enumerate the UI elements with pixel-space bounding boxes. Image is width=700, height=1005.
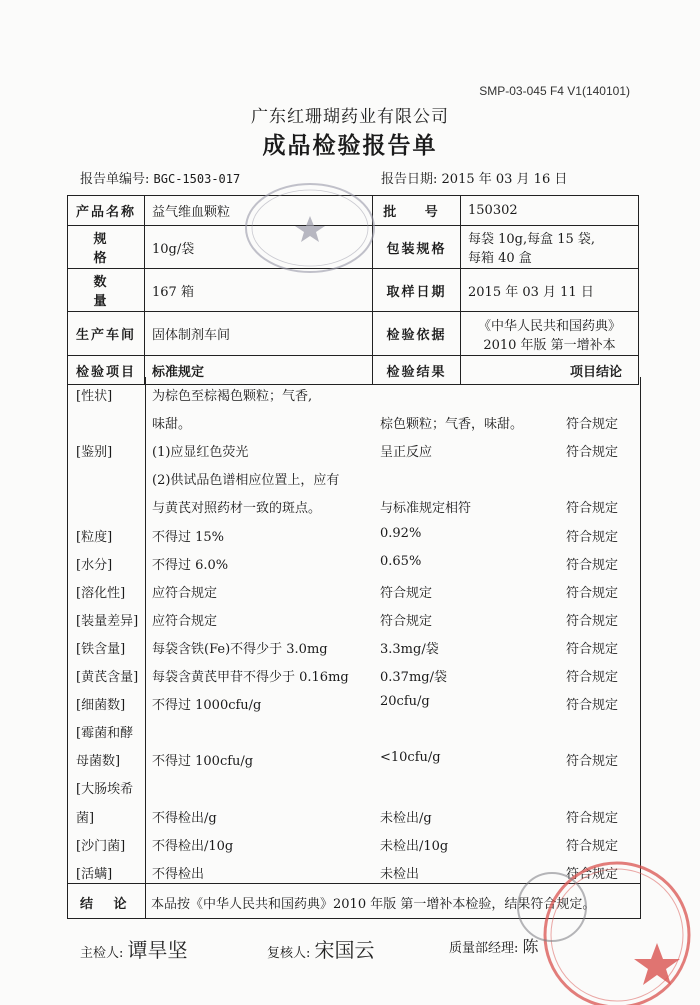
row-result: 呈正反应 xyxy=(380,445,433,461)
row-standard: 不得检出/g xyxy=(152,810,217,826)
row-item: 母菌数] xyxy=(76,754,121,770)
row-standard: 不得过 15% xyxy=(152,529,225,545)
reviewer-label: 复核人: xyxy=(267,946,311,961)
row-conclusion: 符合规定 xyxy=(566,670,619,685)
conclusion-row xyxy=(67,883,641,919)
spec-label: 规 格 xyxy=(68,226,145,269)
row-item: [活螨] xyxy=(76,866,113,882)
results-section xyxy=(67,377,641,883)
table-row xyxy=(68,226,639,269)
row-item: [细菌数] xyxy=(76,698,126,714)
qa-manager-signature: 陈 xyxy=(522,937,539,956)
page-title: 成品检验报告单 xyxy=(262,132,438,159)
row-result: 与标准规定相符 xyxy=(380,501,472,517)
report-number xyxy=(80,168,240,187)
pack-value xyxy=(461,226,639,269)
conclusion-text: 本品按《中华人民共和国药典》2010 年版 第一增补本检验，结果符合规定。 xyxy=(151,897,596,912)
table-row xyxy=(68,196,639,226)
row-item: [铁含量] xyxy=(76,641,126,657)
row-standard: 应符合规定 xyxy=(152,585,218,601)
row-result: 3.3mg/袋 xyxy=(380,641,439,657)
reviewer-signature: 宋国云 xyxy=(314,938,375,962)
inspector-signature: 谭旱坚 xyxy=(127,938,188,962)
row-standard: 味甜。 xyxy=(152,417,192,433)
row-standard: 不得检出/10g xyxy=(152,838,234,854)
reviewer xyxy=(267,934,375,963)
row-result: <10cfu/g xyxy=(380,750,441,766)
workshop-value: 固体制剂车间 xyxy=(145,312,373,356)
company-name: 广东红珊瑚药业有限公司 xyxy=(251,107,449,127)
batch-label: 批 号 xyxy=(373,196,461,226)
row-standard: 不得过 6.0% xyxy=(152,557,229,573)
row-conclusion: 符合规定 xyxy=(566,754,619,770)
column-divider xyxy=(145,377,146,883)
basis-line-1: 《中华人民共和国药典》 xyxy=(477,318,621,334)
row-item: [性状] xyxy=(76,389,113,404)
info-table xyxy=(67,195,639,385)
row-conclusion: 符合规定 xyxy=(566,417,619,433)
report-number-value: BGC-1503-017 xyxy=(153,172,241,186)
qa-manager-label: 质量部经理: xyxy=(449,941,519,956)
column-header-item: 检验项目 xyxy=(68,356,145,385)
report-date xyxy=(381,168,567,187)
workshop-label: 生产车间 xyxy=(68,312,145,356)
qa-manager xyxy=(449,934,539,957)
quantity-value: 167 箱 xyxy=(145,269,373,312)
star-icon xyxy=(634,943,680,985)
report-date-label: 报告日期: xyxy=(381,172,438,187)
pack-label: 包装规格 xyxy=(373,226,461,269)
row-standard: 不得过 100cfu/g xyxy=(152,754,254,770)
row-standard: 每袋含铁(Fe)不得少于 3.0mg xyxy=(152,641,328,657)
row-standard: 应符合规定 xyxy=(152,613,218,629)
row-conclusion: 符合规定 xyxy=(566,557,619,573)
row-conclusion: 符合规定 xyxy=(566,838,619,854)
row-conclusion: 符合规定 xyxy=(566,585,619,601)
spec-value: 10g/袋 xyxy=(145,226,373,269)
row-result: 未检出 xyxy=(380,866,420,882)
row-item: [霉菌和酵 xyxy=(76,726,134,742)
row-conclusion: 符合规定 xyxy=(566,810,619,826)
sample-date-label: 取样日期 xyxy=(373,269,461,312)
row-conclusion: 符合规定 xyxy=(566,613,619,629)
row-standard: 与黄芪对照药材一致的斑点。 xyxy=(152,501,322,517)
row-standard: 不得过 1000cfu/g xyxy=(152,698,262,714)
batch-value: 150302 xyxy=(461,196,639,226)
row-conclusion: 符合规定 xyxy=(566,501,619,517)
conclusion-label: 结 论 xyxy=(80,897,135,912)
row-result: 0.37mg/袋 xyxy=(380,670,447,685)
product-label: 产品名称 xyxy=(68,196,145,226)
row-standard: (2)供试品色谱相应位置上，应有 xyxy=(152,473,340,489)
row-result: 0.65% xyxy=(380,553,422,569)
row-item: [粒度] xyxy=(76,529,113,545)
row-standard: 每袋含黄芪甲苷不得少于 0.16mg xyxy=(152,670,349,685)
row-item: [鉴别] xyxy=(76,445,113,461)
row-result: 符合规定 xyxy=(380,613,433,629)
row-conclusion: 符合规定 xyxy=(566,698,619,714)
column-header-conclusion: 项目结论 xyxy=(461,356,639,385)
row-result: 未检出/10g xyxy=(380,838,449,854)
row-item: [黄芪含量] xyxy=(76,670,139,685)
inspector xyxy=(80,934,188,963)
row-conclusion: 符合规定 xyxy=(566,866,619,882)
row-standard: 为棕色至棕褐色颗粒；气香, xyxy=(152,389,313,404)
row-item: 菌] xyxy=(76,810,95,826)
basis-line-2: 2010 年版 第一增补本 xyxy=(483,337,616,353)
column-header-result: 检验结果 xyxy=(373,356,461,385)
product-value: 益气维血颗粒 xyxy=(145,196,373,226)
row-result: 棕色颗粒；气香，味甜。 xyxy=(380,417,524,433)
report-number-label: 报告单编号: xyxy=(80,172,150,187)
pack-line-1: 每袋 10g,每盒 15 袋, xyxy=(468,232,596,247)
report-date-value: 2015 年 03 月 16 日 xyxy=(441,172,568,187)
column-header-standard: 标准规定 xyxy=(145,356,373,385)
row-result: 0.92% xyxy=(380,525,422,541)
row-item: [装量差异] xyxy=(76,613,139,629)
pack-line-2: 每箱 40 盒 xyxy=(468,251,532,266)
column-divider xyxy=(145,884,146,918)
table-row xyxy=(68,269,639,312)
row-result: 20cfu/g xyxy=(380,694,430,710)
inspector-label: 主检人: xyxy=(80,946,124,961)
row-conclusion: 符合规定 xyxy=(566,529,619,545)
basis-value xyxy=(461,312,639,356)
row-conclusion: 符合规定 xyxy=(566,445,619,461)
row-standard: 不得检出 xyxy=(152,866,205,882)
quantity-label: 数 量 xyxy=(68,269,145,312)
row-item: [沙门菌] xyxy=(76,838,126,854)
table-row xyxy=(68,312,639,356)
sample-date-value: 2015 年 03 月 11 日 xyxy=(461,269,639,312)
row-result: 符合规定 xyxy=(380,585,433,601)
row-conclusion: 符合规定 xyxy=(566,641,619,657)
row-standard: (1)应显红色荧光 xyxy=(152,445,249,461)
document-code: SMP-03-045 F4 V1(140101) xyxy=(479,84,630,98)
row-result: 未检出/g xyxy=(380,810,432,826)
row-item: [大肠埃希 xyxy=(76,782,134,798)
row-item: [水分] xyxy=(76,557,113,573)
row-item: [溶化性] xyxy=(76,585,126,601)
basis-label: 检验依据 xyxy=(373,312,461,356)
